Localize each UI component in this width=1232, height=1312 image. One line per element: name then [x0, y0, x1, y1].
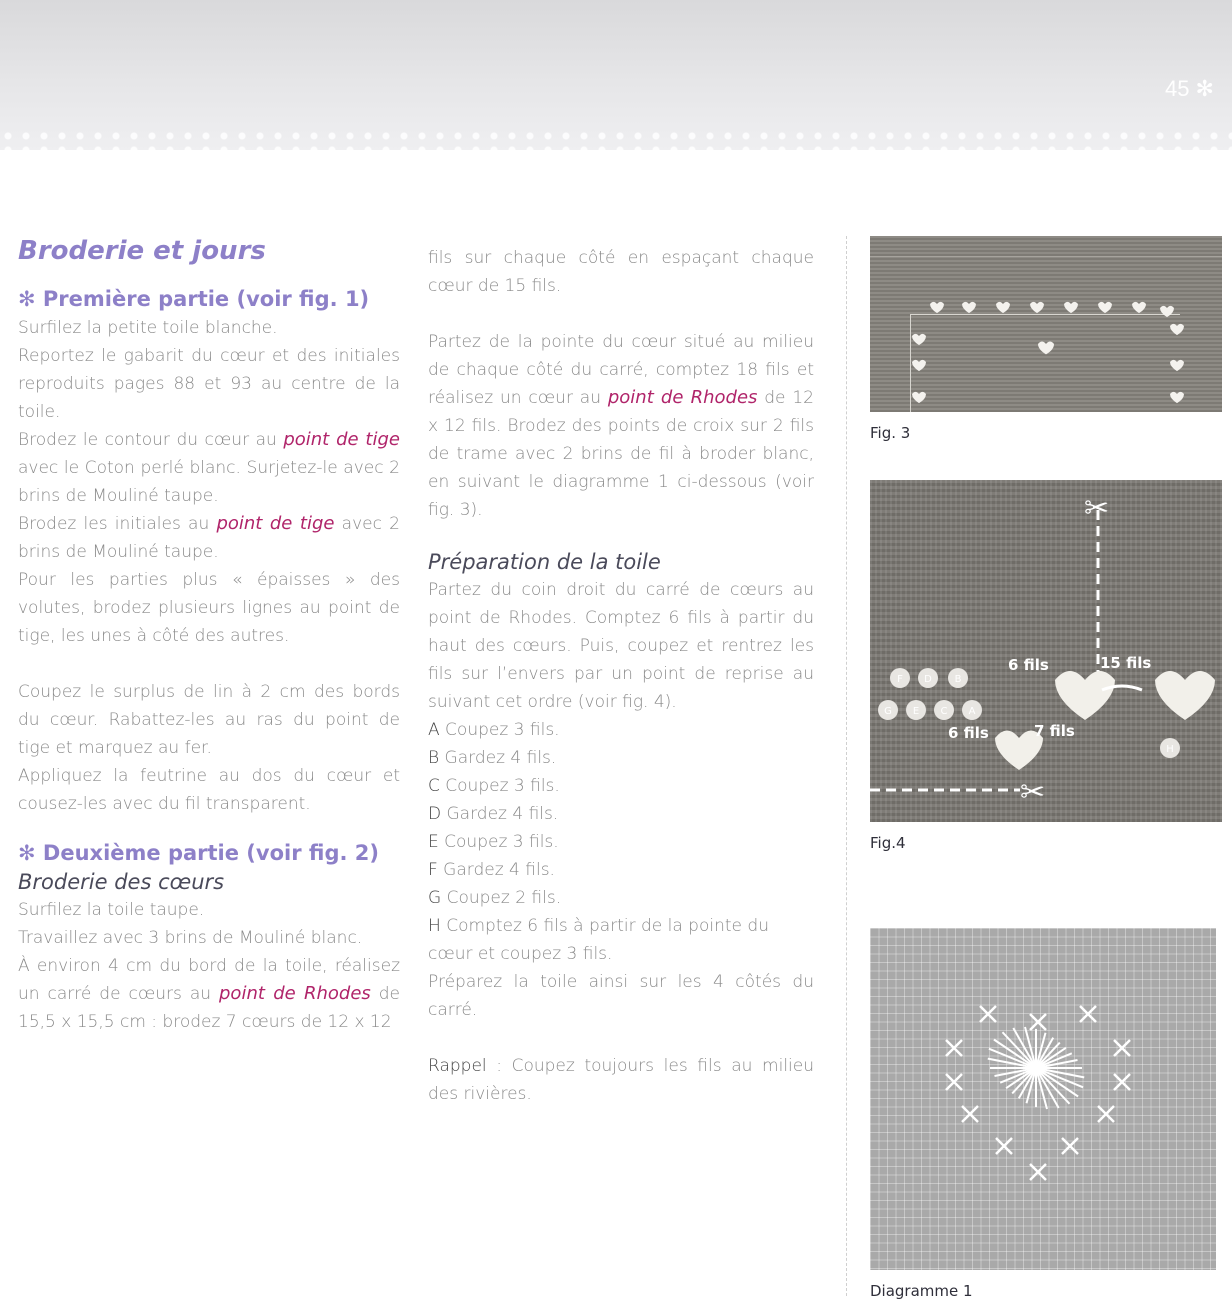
step-letter: E — [428, 832, 439, 852]
text: Brodez le contour du cœur au — [18, 430, 284, 450]
scissors-icon: ✂ — [1020, 775, 1046, 810]
diagram-grid — [870, 928, 1216, 1270]
paragraph — [18, 510, 400, 566]
diagram-caption: Diagramme 1 — [870, 1282, 973, 1300]
step-item — [428, 744, 814, 772]
cross-stitches — [946, 1006, 1130, 1180]
heart-stitch — [962, 302, 976, 313]
step-text: Coupez 3 fils. — [439, 776, 560, 796]
column-middle — [428, 244, 814, 1108]
step-item — [428, 884, 814, 912]
text: avec le Coton perlé blanc. Surjetez-le avec 2 brins de Mouliné taupe. — [18, 458, 400, 506]
preparation-title: Préparation de la toile — [428, 550, 661, 574]
fig4-label-6-fils: 6 fils — [1008, 656, 1049, 674]
heart-stitch — [1098, 302, 1112, 313]
step-item — [428, 828, 814, 856]
step-letter: C — [428, 776, 440, 796]
text: : Coupez toujours les fils au milieu des rivières. — [428, 1056, 814, 1104]
text: de 15,5 x 15,5 cm : brodez 7 cœurs de 12 x 12 — [18, 984, 400, 1032]
step-letter: G — [428, 888, 442, 908]
column-divider — [846, 236, 847, 1296]
step-text: Gardez 4 fils. — [437, 860, 555, 880]
fig4-drawing — [870, 480, 1222, 822]
paragraph: Partez du coin droit du carré de cœurs au point de Rhodes. Comptez 6 fils à partir du haut des cœurs. Puis, coupez et rentrez les fils sur l’envers par un point de reprise au suivant cet ordre (voir fig. 4). — [428, 580, 814, 712]
text: Partez de la pointe du cœur situé au milieu de chaque côté du carré, comptez 18 fils et réalisez un cœur au — [428, 332, 814, 408]
heart-stitch — [1170, 360, 1184, 371]
part2-subtitle: Broderie des cœurs — [18, 870, 225, 894]
step-letter: H — [428, 916, 441, 936]
heart-stitch — [1038, 342, 1054, 355]
heart-stitch — [1170, 392, 1184, 403]
paragraph: Préparez la toile ainsi sur les 4 côtés du carré. — [428, 972, 814, 1020]
fig4-label-15-fils: 15 fils — [1100, 654, 1152, 672]
step-text: Gardez 4 fils. — [441, 804, 559, 824]
paragraph: Reportez le gabarit du cœur et des initiales reproduits pages 88 et 93 au centre de la toile. — [18, 346, 400, 422]
stitch-name: point de tige — [216, 513, 335, 534]
step-letter: B — [428, 748, 440, 768]
text: À environ 4 cm du bord de la toile, réalisez un carré de cœurs au — [18, 956, 400, 1004]
fig4-marker-letter: H — [1166, 744, 1174, 755]
fig4-caption: Fig.4 — [870, 834, 906, 852]
stitch-name: point de Rhodes — [607, 387, 758, 408]
recall-paragraph — [428, 1052, 814, 1108]
heart-stitch — [912, 334, 926, 345]
figure-3 — [870, 236, 1222, 442]
paragraph: fils sur chaque côté en espaçant chaque cœur de 15 fils. — [428, 248, 814, 296]
heart-stitch — [912, 360, 926, 371]
section-title: Broderie et jours — [18, 236, 266, 266]
fig3-thread-line — [910, 314, 911, 412]
heart-stitch — [1160, 306, 1174, 317]
fig4-marker-letter: F — [897, 674, 903, 685]
fig3-thread-line — [910, 314, 1180, 315]
heart-stitch — [1132, 302, 1146, 313]
heart-stitch — [912, 392, 926, 403]
step-text: Gardez 4 fils. — [439, 748, 557, 768]
heart-stitch — [930, 302, 944, 313]
fig4-marker-letter: D — [924, 674, 932, 685]
fig3-caption: Fig. 3 — [870, 424, 911, 442]
lace-border — [0, 128, 1232, 150]
part2-title: ✻ Deuxième partie (voir fig. 2) — [18, 841, 379, 865]
text: Brodez les initiales au — [18, 514, 217, 534]
heart-stitch — [1064, 302, 1078, 313]
scissors-icon: ✂ — [1084, 491, 1110, 526]
step-letter: F — [428, 860, 438, 880]
paragraph: Surfilez la petite toile blanche. — [18, 318, 278, 338]
step-letter: D — [428, 804, 442, 824]
column-left — [18, 230, 400, 1036]
fig3-hearts — [912, 302, 1184, 403]
diagram-drawing — [870, 928, 1216, 1270]
part1-title: ✻ Première partie (voir fig. 1) — [18, 287, 370, 311]
text: avec 2 brins de Mouliné taupe. — [18, 514, 400, 562]
step-item — [428, 772, 814, 800]
bracket — [1102, 686, 1142, 690]
step-text: Coupez 3 fils. — [438, 832, 559, 852]
step-letter: A — [428, 720, 440, 740]
paragraph: Pour les parties plus « épaisses » des volutes, brodez plusieurs lignes au point de tige, les unes à côté des autres. — [18, 570, 400, 646]
step-text: Coupez 3 fils. — [439, 720, 560, 740]
diagram-1 — [870, 928, 1222, 1300]
heart-stitch — [1170, 324, 1184, 335]
step-text: Coupez 2 fils. — [441, 888, 562, 908]
fig4-marker-letter: C — [940, 706, 948, 717]
paragraph — [18, 426, 400, 510]
step-item — [428, 800, 814, 828]
step-item — [428, 912, 814, 968]
step-item — [428, 716, 814, 744]
fig3-photo — [870, 236, 1222, 412]
fig4-photo — [870, 480, 1222, 822]
paragraph: Surfilez la toile taupe. — [18, 900, 205, 920]
text: de 12 x 12 fils. Brodez des points de croix sur 2 fils de trame avec 2 brins de fil à broder blanc, en suivant le diagramme 1 ci-dessous (voir fig. 3). — [428, 388, 814, 520]
fig4-label-6-fils-b: 6 fils — [948, 724, 989, 742]
figure-4 — [870, 480, 1222, 852]
fig4-marker-letter: A — [968, 706, 976, 717]
fig4-marker-letter: B — [954, 674, 962, 685]
steps-list — [428, 716, 814, 968]
paragraph — [428, 328, 814, 524]
fig4-marker-letter: E — [912, 706, 920, 717]
heart-stitch — [1030, 302, 1044, 313]
recall-label: Rappel — [428, 1056, 487, 1076]
step-item — [428, 856, 814, 884]
rhodes-heart — [988, 1027, 1084, 1109]
paragraph: Coupez le surplus de lin à 2 cm des bords du cœur. Rabattez-les au ras du point de tige et marquez au fer. — [18, 682, 400, 758]
heart-stitch — [1155, 671, 1215, 720]
paragraph: Travaillez avec 3 brins de Mouliné blanc. — [18, 928, 363, 948]
heart-stitch — [1055, 671, 1115, 720]
step-text: Comptez 6 fils à partir de la pointe du cœur et coupez 3 fils. — [428, 916, 769, 964]
header-band — [0, 0, 1232, 150]
fig4-marker-letter: G — [884, 706, 892, 717]
stitch-name: point de Rhodes — [219, 983, 371, 1004]
fig3-drawing — [870, 236, 1222, 412]
paragraph: Appliquez la feutrine au dos du cœur et cousez-les avec du fil transparent. — [18, 766, 400, 814]
fig4-label-7-fils: 7 fils — [1034, 722, 1075, 740]
heart-stitch — [996, 302, 1010, 313]
stitch-name: point de tige — [283, 429, 400, 450]
page-number: 45 ✻ — [1164, 76, 1214, 101]
fig3-thread-line — [870, 256, 1222, 257]
paragraph — [18, 952, 400, 1036]
